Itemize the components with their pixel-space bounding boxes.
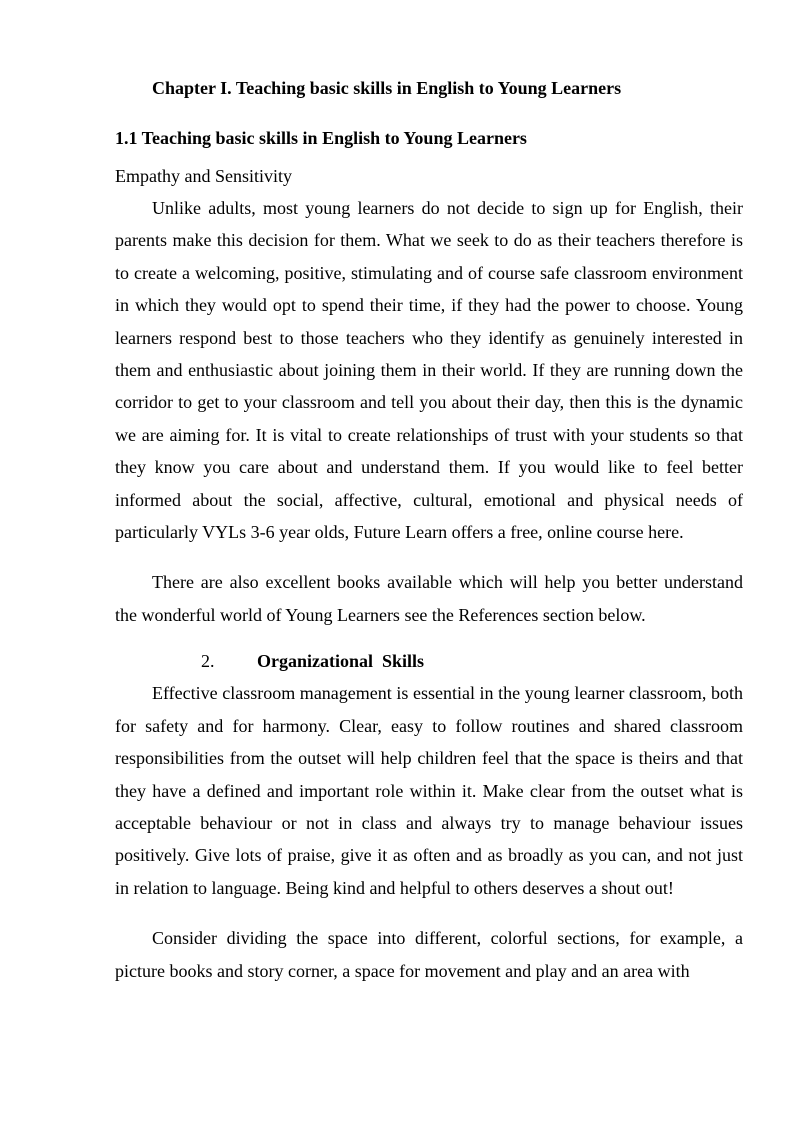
heading-number: 2.: [201, 651, 215, 672]
chapter-title: Chapter I. Teaching basic skills in English to Young Learners: [152, 78, 622, 98]
paragraph: Effective classroom management is essential in the young learner classroom, both for safety and for harmony. Clear, easy to follow routines and shared classroom responsibilities from the outset will help children feel that the space is theirs and that they have a defined and important role within it. Make clear from the outset what is acceptable behaviour or not in class and always try to manage behaviour issues positively. Give lots of praise, give it as often and as broadly as you can, and not just in relation to language. Being kind and helpful to others deserves a shout out!: [115, 683, 743, 898]
paragraph: There are also excellent books available which will help you better understand the wonderful world of Young Learners see the References section below.: [115, 572, 743, 625]
numbered-heading: [115, 645, 743, 677]
heading-label: Organizational Skills: [257, 651, 425, 672]
section-heading: 1.1 Teaching basic skills in English to Young Learners: [115, 128, 527, 148]
paragraph: Consider dividing the space into different, colorful sections, for example, a picture books and story corner, a space for movement and play and an area with: [115, 928, 743, 981]
subheading: Empathy and Sensitivity: [115, 166, 292, 186]
paragraph: Unlike adults, most young learners do not decide to sign up for English, their parents make this decision for them. What we seek to do as their teachers therefore is to create a welcoming, positive, stimulating and of course safe classroom environment in which they would opt to spend their time, if they had the power to choose. Young learners respond best to those teachers who they identify as genuinely interested in them and enthusiastic about joining them in their world. If they are running down the corridor to get to your classroom and tell you about their day, then this is the dynamic we are aiming for. It is vital to create relationships of trust with your students so that they know you care about and understand them. If you would like to feel better informed about the social, affective, cultural, emotional and physical needs of particularly VYLs 3-6 year olds, Future Learn offers a free, online course here.: [115, 198, 743, 543]
document-page: [115, 72, 743, 987]
